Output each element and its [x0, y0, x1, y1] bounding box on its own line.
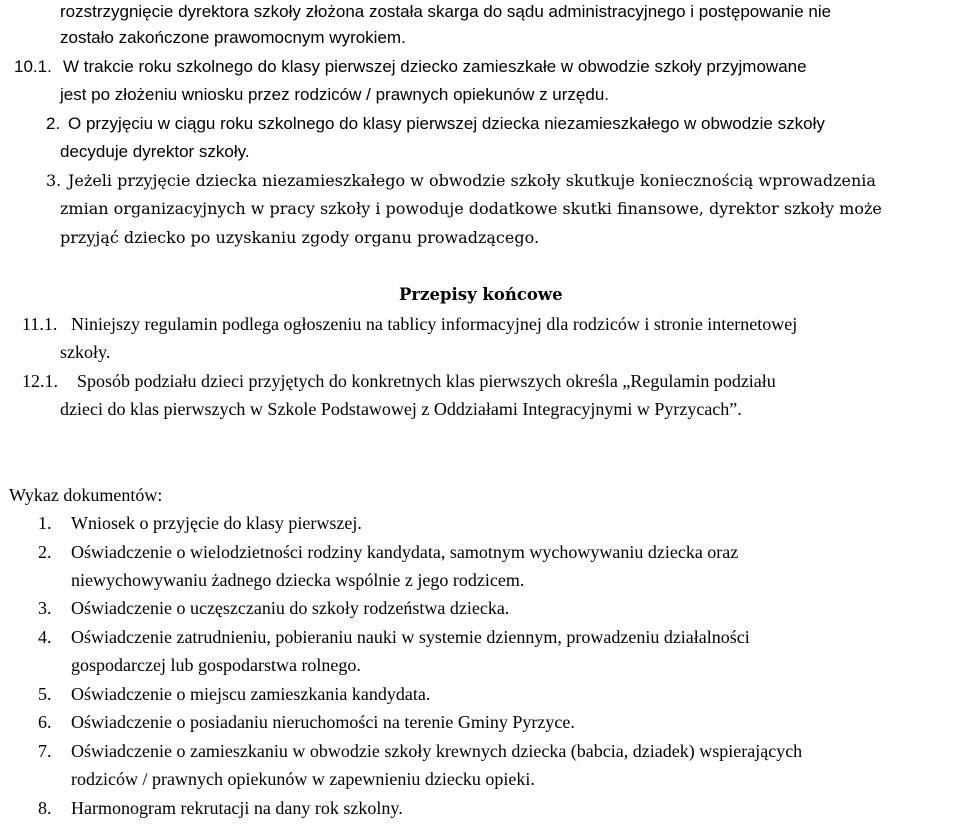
list-item-continuation: gospodarczej lub gospodarstwa rolnego.	[71, 655, 361, 675]
paragraph-12-1-line-2: dzieci do klas pierwszych w Szkole Podstawowej z Oddziałami Integracyjnymi w Pyrzycach”.	[60, 399, 742, 419]
paragraph-10-1-line-1: W trakcie roku szkolnego do klasy pierwszej dziecko zamieszkałe w obwodzie szkoły przyjmowane	[63, 57, 807, 76]
paragraph-11-1-line-2: szkoły.	[60, 342, 111, 362]
paragraph-10-2-line-1: O przyjęciu w ciągu roku szkolnego do klasy pierwszej dziecka niezamieszkałego w obwodzie szkoły	[68, 114, 825, 133]
list-item: Wniosek o przyjęcie do klasy pierwszej.	[71, 513, 362, 533]
section-heading: Przepisy końcowe	[399, 285, 563, 304]
paragraph-10-3-line-2: zmian organizacyjnych w pracy szkoły i powoduje dodatkowe skutki finansowe, dyrektor szkoły może	[60, 199, 882, 218]
list-item-continuation: niewychowywaniu żadnego dziecka wspólnie z jego rodzicem.	[71, 570, 525, 590]
paragraph-11-1-line-1: Niniejszy regulamin podlega ogłoszeniu na tablicy informacyjnej dla rodziców i stronie internetowej	[71, 314, 798, 334]
list-item-number: 5.	[38, 684, 52, 704]
list-item: Oświadczenie zatrudnieniu, pobieraniu nauki w systemie dziennym, prowadzeniu działalności	[71, 627, 750, 647]
list-item: Oświadczenie o miejscu zamieszkania kandydata.	[71, 684, 431, 704]
paragraph-number: 11.1.	[22, 314, 58, 334]
carry-over-line-1: rozstrzygnięcie dyrektora szkoły złożona została skarga do sądu administracyjnego i postępowanie nie	[60, 2, 832, 21]
list-item: Oświadczenie o wielodzietności rodziny kandydata, samotnym wychowywaniu dziecka oraz	[71, 542, 739, 562]
list-item-number: 8.	[38, 798, 52, 818]
list-item-continuation: rodziców / prawnych opiekunów w zapewnieniu dziecku opieki.	[71, 769, 535, 789]
list-item-number: 3.	[38, 598, 52, 618]
paragraph-10-1-line-2: jest po złożeniu wniosku przez rodziców / prawnych opiekunów z urzędu.	[60, 85, 609, 104]
documents-title: Wykaz dokumentów:	[9, 485, 163, 505]
paragraph-10-2-line-2: decyduje dyrektor szkoły.	[60, 142, 250, 161]
list-item-number: 4.	[38, 627, 52, 647]
list-item: Oświadczenie o zamieszkaniu w obwodzie szkoły krewnych dziecka (babcia, dziadek) wspierających	[71, 741, 803, 761]
carry-over-line-2: zostało zakończone prawomocnym wyrokiem.	[60, 28, 406, 47]
list-item: Harmonogram rekrutacji na dany rok szkolny.	[71, 798, 403, 818]
list-item-number: 1.	[38, 513, 52, 533]
paragraph-number: 2.	[46, 114, 61, 133]
paragraph-10-3-line-3: przyjąć dziecko po uzyskaniu zgody organu prowadzącego.	[60, 228, 540, 247]
paragraph-number: 3.	[46, 171, 62, 190]
paragraph-number: 10.1.	[14, 57, 52, 76]
list-item-number: 2.	[38, 542, 52, 562]
paragraph-number: 12.1.	[22, 371, 58, 391]
list-item-number: 7.	[38, 741, 52, 761]
list-item-number: 6.	[38, 712, 52, 732]
paragraph-10-3-line-1: Jeżeli przyjęcie dziecka niezamieszkałego w obwodzie szkoły skutkuje koniecznością wprowadzenia	[68, 171, 876, 190]
list-item: Oświadczenie o uczęszczaniu do szkoły rodzeństwa dziecka.	[71, 598, 510, 618]
paragraph-12-1-line-1: Sposób podziału dzieci przyjętych do konkretnych klas pierwszych określa „Regulamin podziału	[77, 371, 776, 391]
list-item: Oświadczenie o posiadaniu nieruchomości na terenie Gminy Pyrzyce.	[71, 712, 575, 732]
